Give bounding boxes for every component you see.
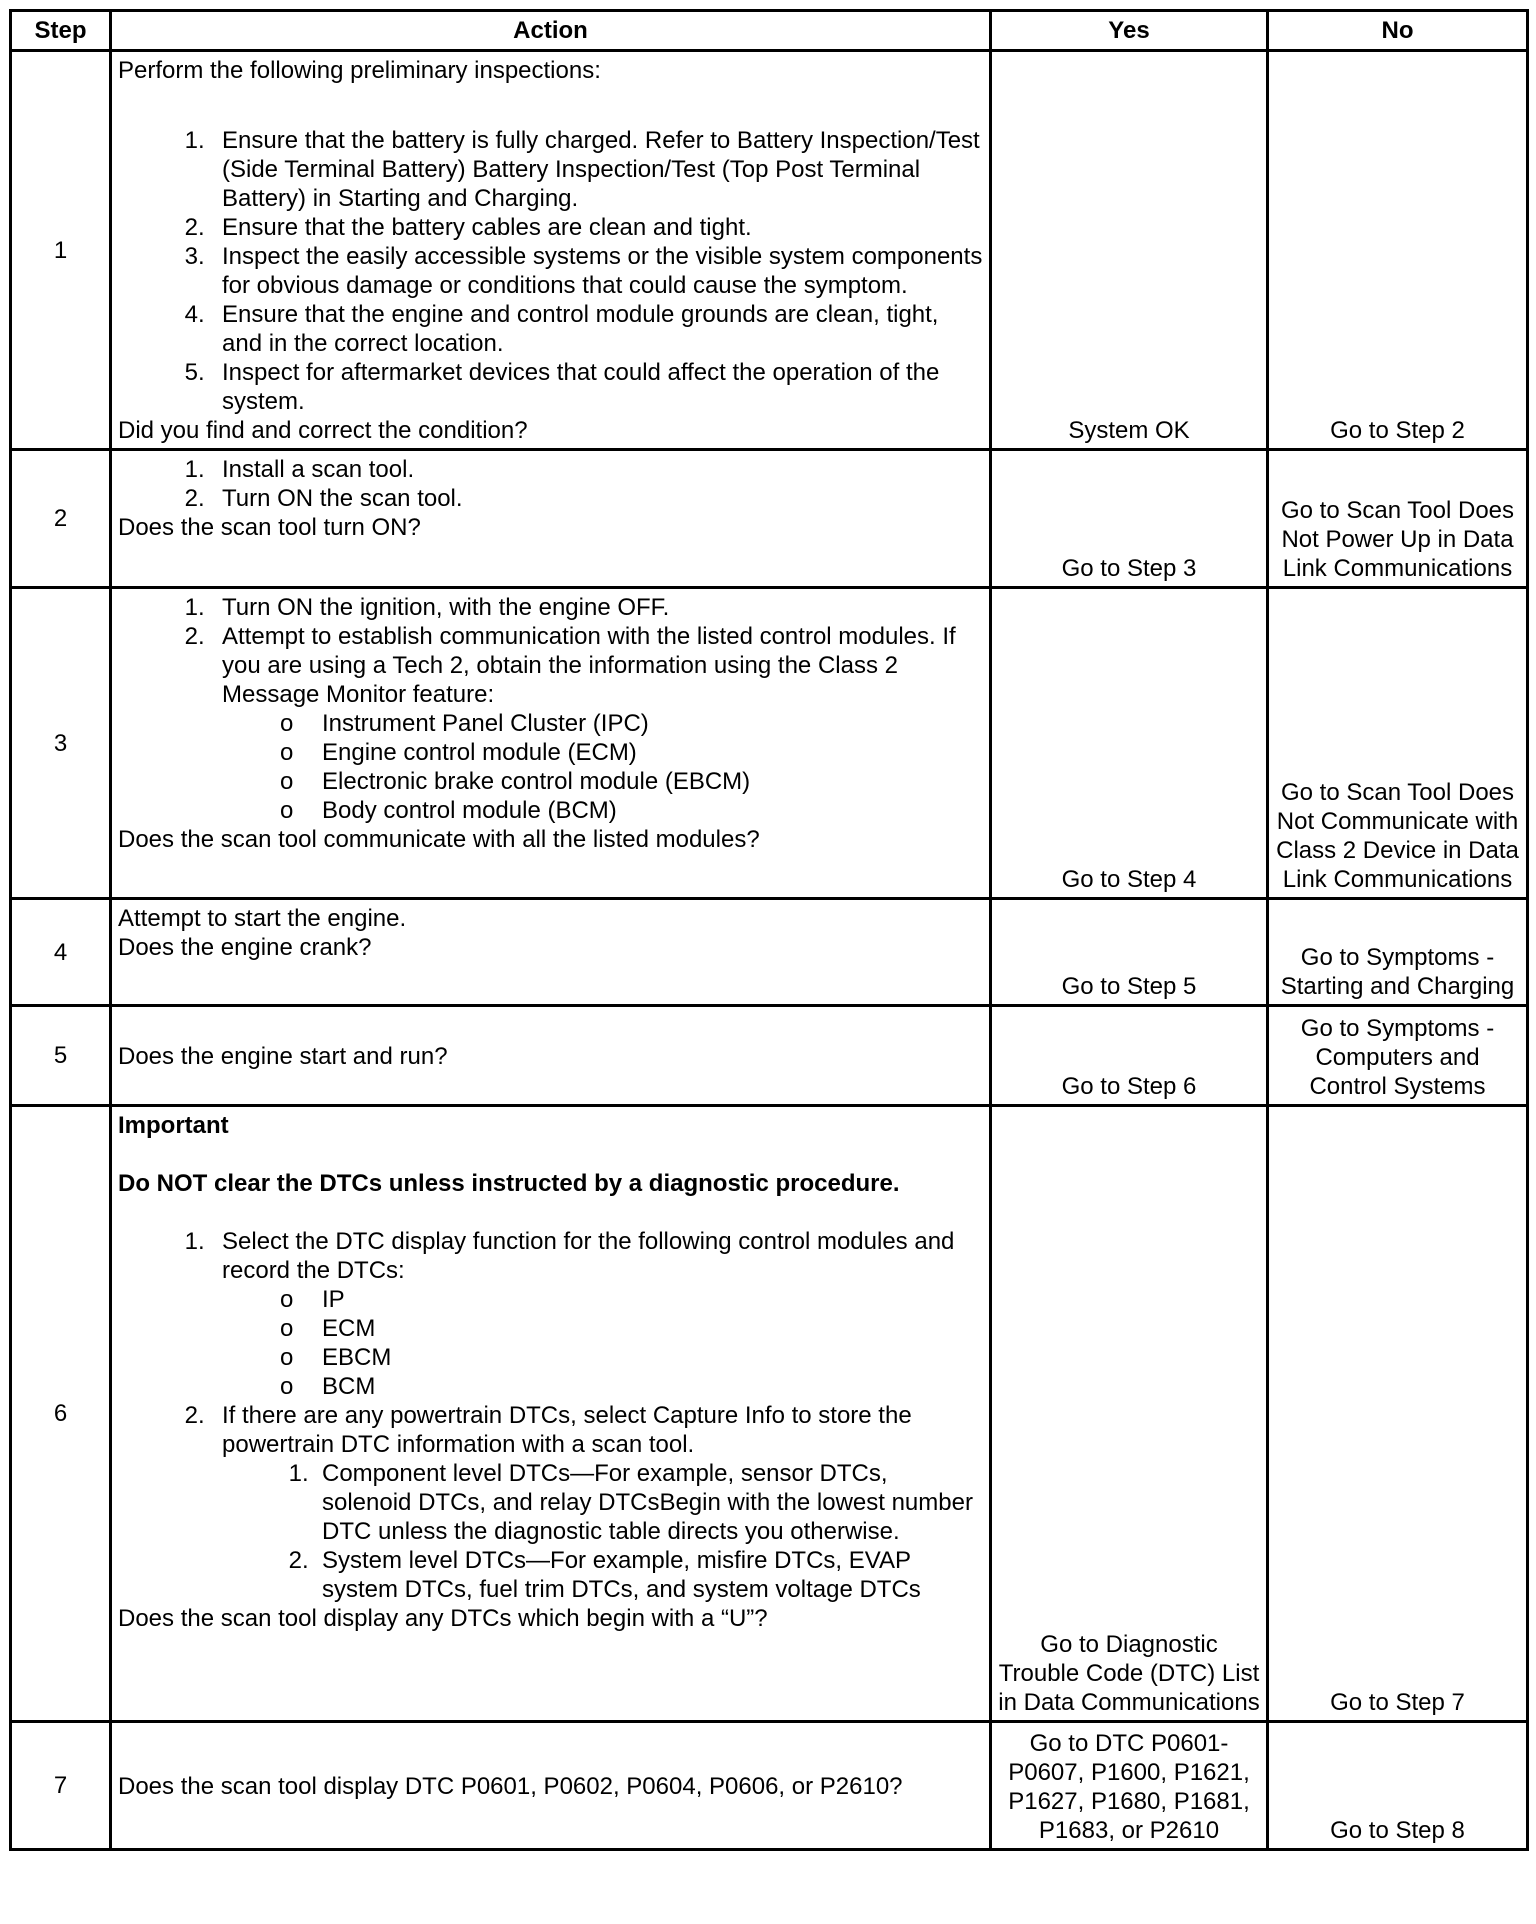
list-item (218, 1227, 983, 1401)
table-row (11, 1722, 1528, 1850)
yes-result: Go to Step 4 (991, 588, 1268, 899)
list-item: 4. Ensure that the engine and control module grounds are clean, tight, and in the correct location. (218, 300, 983, 358)
header-yes: Yes (991, 11, 1268, 51)
yes-result: Go to Step 5 (991, 899, 1268, 1006)
step-number: 3 (11, 588, 111, 899)
module-item: o Body control module (BCM) (322, 796, 983, 825)
list-item: 1. Install a scan tool. (218, 455, 983, 484)
step-number: 6 (11, 1106, 111, 1722)
sub-list (222, 1459, 983, 1604)
header-no: No (1268, 11, 1528, 51)
header-step: Step (11, 11, 111, 51)
list-item: 2. Turn ON the scan tool. (218, 484, 983, 513)
important-heading: Important (118, 1112, 229, 1139)
table-row (11, 1006, 1528, 1106)
action-question: Did you find and correct the condition? (118, 417, 528, 444)
list-item (218, 1401, 983, 1604)
table-row (11, 1106, 1528, 1722)
yes-result: Go to DTC P0601-P0607, P1600, P1621, P1627, P1680, P1681, P1683, or P2610 (991, 1722, 1268, 1850)
list-item-text: Attempt to establish communication with the listed control modules. If you are using a Tech 2, obtain the information using the Class 2 Message Monitor feature: (222, 623, 956, 708)
yes-result: Go to Diagnostic Trouble Code (DTC) List in Data Communications (991, 1106, 1268, 1722)
action-question: Does the engine crank? (118, 934, 372, 961)
step-number: 1 (11, 51, 111, 450)
no-result: Go to Symptoms - Starting and Charging (1268, 899, 1528, 1006)
no-result: Go to Step 7 (1268, 1106, 1528, 1722)
module-item: o IP (322, 1285, 983, 1314)
module-item: o BCM (322, 1372, 983, 1401)
action-question: Does the scan tool turn ON? (118, 514, 421, 541)
yes-result: System OK (991, 51, 1268, 450)
action-list (118, 593, 983, 825)
yes-result: Go to Step 6 (991, 1006, 1268, 1106)
table-row (11, 899, 1528, 1006)
action-intro: Attempt to start the engine. (118, 905, 407, 932)
action-cell (111, 899, 991, 1006)
step-number: 7 (11, 1722, 111, 1850)
table-header-row (11, 11, 1528, 51)
action-cell (111, 1106, 991, 1722)
action-question: Does the scan tool communicate with all the listed modules? (118, 826, 760, 853)
module-item: o Instrument Panel Cluster (IPC) (322, 709, 983, 738)
module-item: o Engine control module (ECM) (322, 738, 983, 767)
step-number: 4 (11, 899, 111, 1006)
module-item: o Electronic brake control module (EBCM) (322, 767, 983, 796)
list-item-text: If there are any powertrain DTCs, select Capture Info to store the powertrain DTC information with a scan tool. (222, 1402, 912, 1458)
action-question: Does the scan tool display DTC P0601, P0602, P0604, P0606, or P2610? (118, 1772, 903, 1800)
list-item: 1. Ensure that the battery is fully charged. Refer to Battery Inspection/Test (Side Terminal Battery) Battery Inspection/Test (Top Post Terminal Battery) in Starting and Charging. (218, 126, 983, 213)
action-intro: Perform the following preliminary inspections: (118, 57, 601, 84)
table-row (11, 588, 1528, 899)
list-item: 5. Inspect for aftermarket devices that could affect the operation of the system. (218, 358, 983, 416)
step-number: 5 (11, 1006, 111, 1106)
no-result: Go to Scan Tool Does Not Communicate with Class 2 Device in Data Link Communications (1268, 588, 1528, 899)
action-cell (111, 1722, 991, 1850)
yes-result: Go to Step 3 (991, 450, 1268, 588)
list-item-text: Select the DTC display function for the following control modules and record the DTCs: (222, 1228, 955, 1284)
header-action: Action (111, 11, 991, 51)
no-result: Go to Symptoms - Computers and Control Systems (1268, 1006, 1528, 1106)
action-list (118, 126, 983, 416)
step-number: 2 (11, 450, 111, 588)
action-cell (111, 51, 991, 450)
module-list (222, 709, 983, 825)
action-cell (111, 588, 991, 899)
list-item: 2. Ensure that the battery cables are clean and tight. (218, 213, 983, 242)
no-result: Go to Step 8 (1268, 1722, 1528, 1850)
no-result: Go to Step 2 (1268, 51, 1528, 450)
action-cell (111, 1006, 991, 1106)
list-item: 1. Turn ON the ignition, with the engine OFF. (218, 593, 983, 622)
table-row (11, 450, 1528, 588)
action-question: Does the engine start and run? (118, 1042, 448, 1070)
module-item: o EBCM (322, 1343, 983, 1372)
action-list (118, 1227, 983, 1604)
no-result: Go to Scan Tool Does Not Power Up in Data Link Communications (1268, 450, 1528, 588)
action-list (118, 455, 983, 513)
diagnostic-table (9, 9, 1529, 1851)
action-cell (111, 450, 991, 588)
important-warning: Do NOT clear the DTCs unless instructed by a diagnostic procedure. (118, 1170, 900, 1197)
sub-list-item: 1. Component level DTCs—For example, sensor DTCs, solenoid DTCs, and relay DTCsBegin with the lowest number DTC unless the diagnostic table directs you otherwise. (322, 1459, 983, 1546)
module-list (222, 1285, 983, 1401)
module-item: o ECM (322, 1314, 983, 1343)
sub-list-item: 2. System level DTCs—For example, misfire DTCs, EVAP system DTCs, fuel trim DTCs, and system voltage DTCs (322, 1546, 983, 1604)
table-row (11, 51, 1528, 450)
list-item: 3. Inspect the easily accessible systems or the visible system components for obvious damage or conditions that could cause the symptom. (218, 242, 983, 300)
action-question: Does the scan tool display any DTCs which begin with a “U”? (118, 1605, 768, 1632)
list-item (218, 622, 983, 825)
